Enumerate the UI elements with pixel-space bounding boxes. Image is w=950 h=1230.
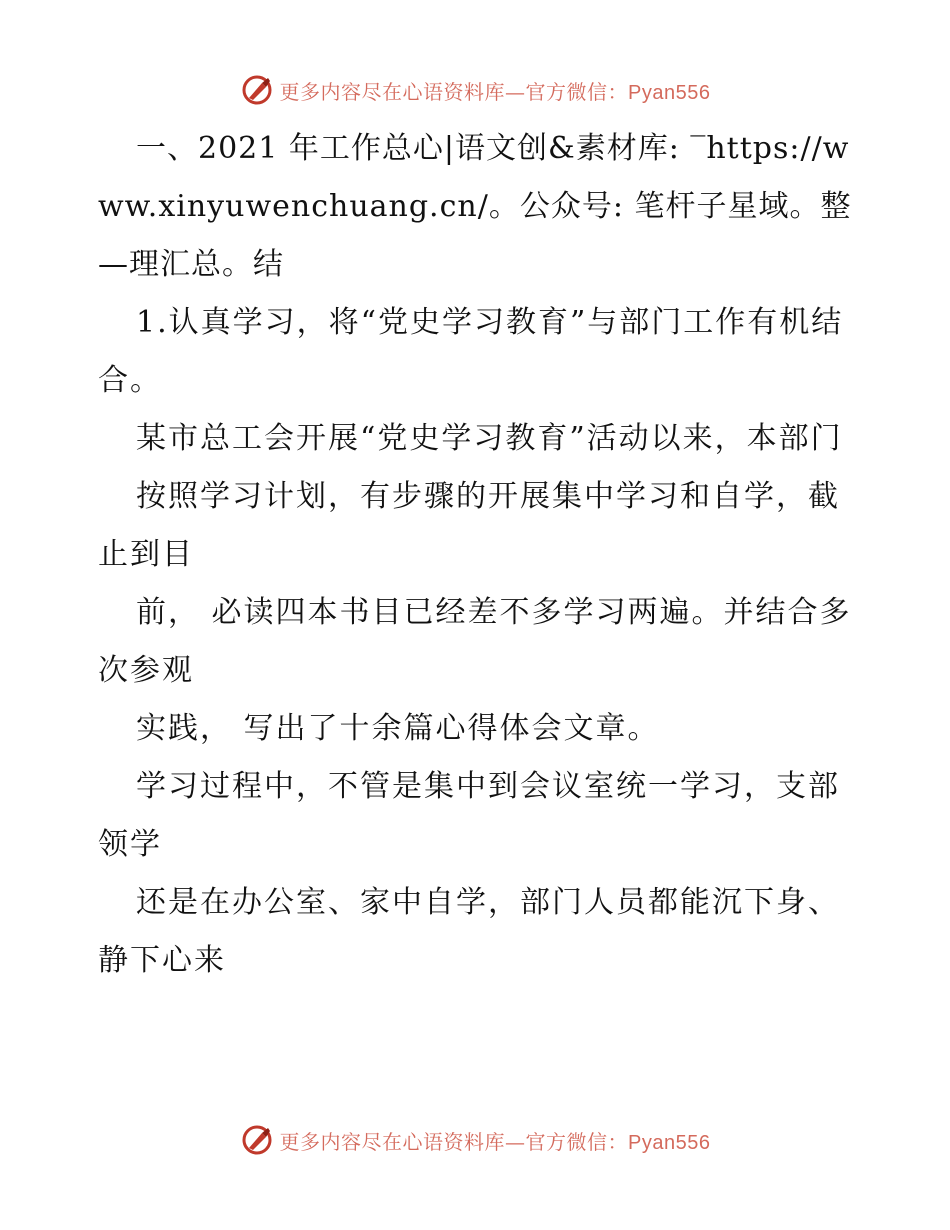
pen-nib-logo-icon <box>240 1123 274 1157</box>
paragraph-8: 还是在办公室、家中自学，部门人员都能沉下身、静下心来 <box>98 885 840 978</box>
document-body <box>98 120 858 990</box>
header-watermark-banner <box>0 70 950 110</box>
paragraph-2: 1.认真学习，将“党史学习教育”与部门工作有机结合。 <box>98 305 844 398</box>
footer-banner-text: 更多内容尽在心语资料库—官方微信：Pyan556 <box>279 1129 711 1154</box>
paragraph-3: 某市总工会开展“党史学习教育”活动以来，本部门 <box>136 421 843 456</box>
header-banner-text: 更多内容尽在心语资料库—官方微信：Pyan556 <box>279 79 711 104</box>
paragraph-7: 学习过程中，不管是集中到会议室统一学习，支部领学 <box>98 769 840 862</box>
pen-nib-logo-icon <box>240 73 274 107</box>
paragraph-6: 实践， 写出了十余篇心得体会文章。 <box>136 711 660 746</box>
wechat-id: Pyan556 <box>628 1131 711 1154</box>
footer-watermark-banner <box>0 1120 950 1160</box>
wechat-id: Pyan556 <box>628 81 711 104</box>
paragraph-4: 按照学习计划，有步骤的开展集中学习和自学，截止到目 <box>98 479 840 572</box>
paragraph-1: 一、2021 年工作总心|语文创&素材库: ‾https://www.xinyuwenchuang.cn/。公众号: 笔杆子星域。整—理汇总。结 <box>98 131 852 282</box>
paragraph-5: 前， 必读四本书目已经差不多学习两遍。并结合多次参观 <box>98 595 852 688</box>
